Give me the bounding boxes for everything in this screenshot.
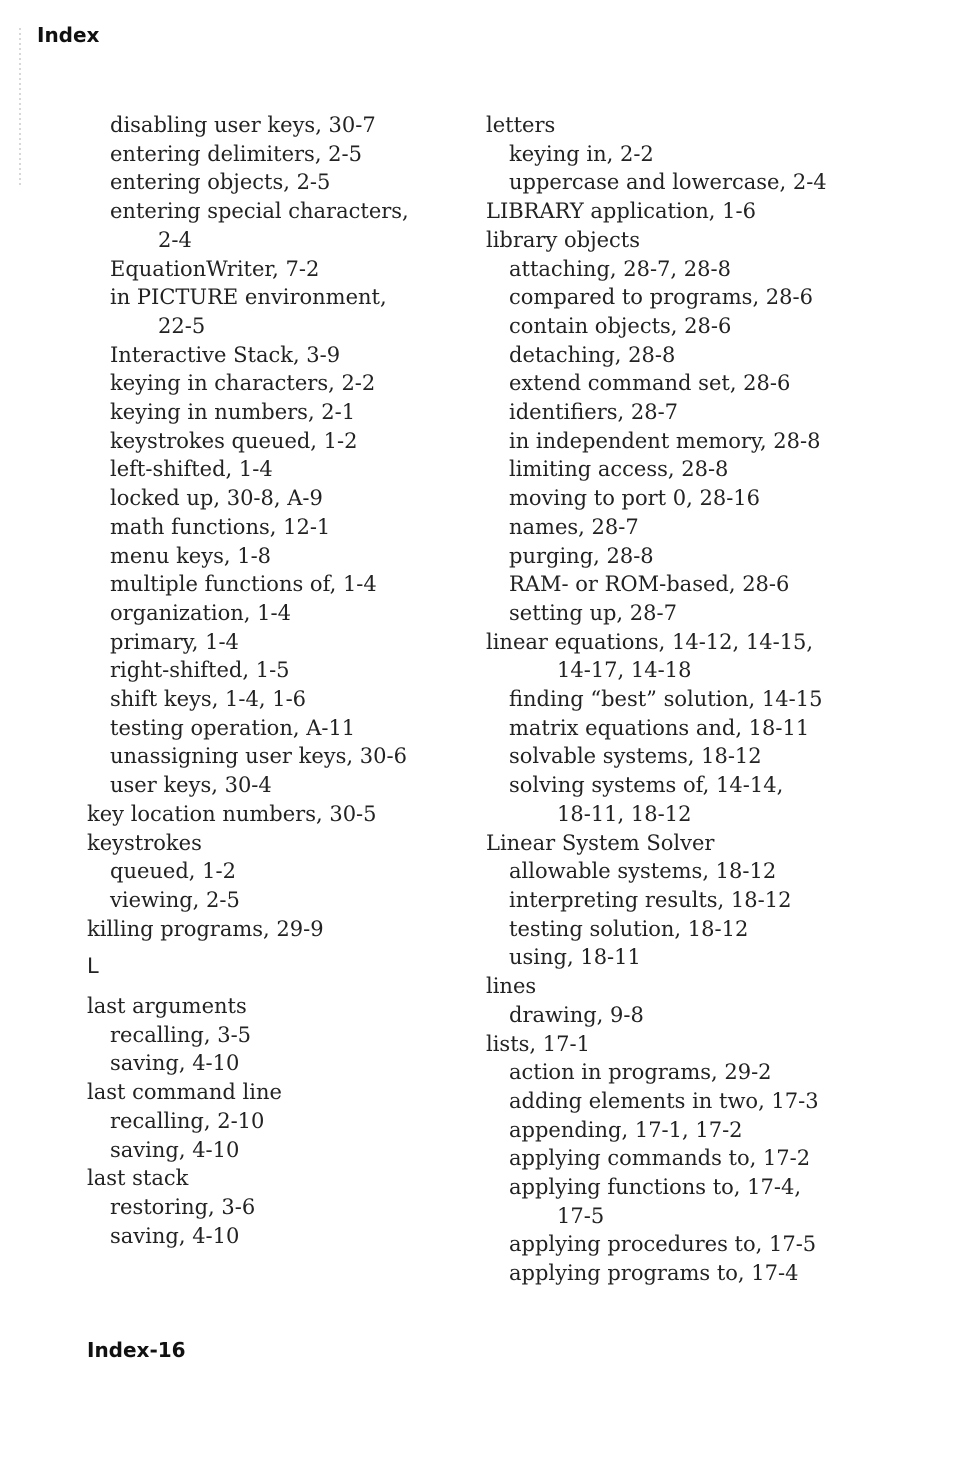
index-entry: last stack: [87, 1166, 189, 1191]
index-subentry: identifiers, 28-7: [509, 400, 679, 425]
index-entry: linear equations, 14-12, 14-15,: [486, 629, 814, 654]
index-subentry: RAM- or ROM-based, 28-6: [509, 572, 790, 597]
index-entry: keystrokes: [87, 830, 202, 855]
index-subentry: multiple functions of, 1-4: [110, 572, 377, 597]
index-subentry: action in programs, 29-2: [509, 1060, 772, 1085]
index-entry: lists, 17-1: [486, 1031, 590, 1056]
index-subentry: adding elements in two, 17-3: [509, 1088, 819, 1113]
index-subentry: extend command set, 28-6: [509, 371, 791, 396]
index-subentry: testing solution, 18-12: [509, 916, 749, 941]
index-column-right: [486, 111, 926, 1288]
index-subentry: unassigning user keys, 30-6: [110, 744, 407, 769]
index-subentry: keying in, 2-2: [509, 141, 654, 166]
index-subentry: right-shifted, 1-5: [110, 658, 290, 683]
index-subentry: keystrokes queued, 1-2: [110, 428, 358, 453]
index-subentry: using, 18-11: [509, 945, 641, 970]
index-subentry: 17-5: [557, 1203, 605, 1228]
index-subentry: solvable systems, 18-12: [509, 744, 762, 769]
index-subentry: finding “best” solution, 14-15: [509, 687, 823, 712]
index-subentry: appending, 17-1, 17-2: [509, 1117, 743, 1142]
index-subentry: applying functions to, 17-4,: [509, 1175, 801, 1200]
index-subentry: detaching, 28-8: [509, 342, 676, 367]
index-subentry: Interactive Stack, 3-9: [110, 342, 341, 367]
index-subentry: compared to programs, 28-6: [509, 285, 813, 310]
index-subentry: locked up, 30-8, A-9: [110, 486, 323, 511]
index-subentry: 18-11, 18-12: [557, 801, 692, 826]
index-subentry: math functions, 12-1: [110, 514, 331, 539]
index-entry: last command line: [87, 1080, 282, 1105]
index-entry: LIBRARY application, 1-6: [486, 199, 756, 224]
index-subentry: applying commands to, 17-2: [509, 1146, 811, 1171]
index-subentry: purging, 28-8: [509, 543, 654, 568]
scan-margin-mark: [19, 28, 21, 188]
index-subentry: left-shifted, 1-4: [110, 457, 273, 482]
index-subentry: applying procedures to, 17-5: [509, 1232, 817, 1257]
index-subentry: saving, 4-10: [110, 1051, 240, 1076]
index-entry: library objects: [486, 227, 641, 252]
page-footer: Index-16: [87, 1338, 186, 1362]
index-subentry: shift keys, 1-4, 1-6: [110, 687, 307, 712]
index-entry: lines: [486, 974, 537, 999]
index-entries-k: [87, 111, 487, 943]
index-subentry: allowable systems, 18-12: [509, 859, 777, 884]
index-subentry: uppercase and lowercase, 2-4: [509, 170, 827, 195]
index-entries-l: [87, 992, 487, 1250]
index-subentry: interpreting results, 18-12: [509, 887, 792, 912]
index-subentry: 22-5: [158, 313, 206, 338]
index-column-left: [87, 111, 487, 1250]
index-subentry: attaching, 28-7, 28-8: [509, 256, 731, 281]
index-subentry: entering objects, 2-5: [110, 170, 331, 195]
index-subentry: recalling, 2-10: [110, 1108, 265, 1133]
index-subentry: moving to port 0, 28-16: [509, 486, 761, 511]
index-subentry: 2-4: [158, 227, 192, 252]
index-subentry: menu keys, 1-8: [110, 543, 272, 568]
index-subentry: entering delimiters, 2-5: [110, 141, 362, 166]
index-subentry: restoring, 3-6: [110, 1195, 256, 1219]
index-subentry: 14-17, 14-18: [557, 658, 692, 683]
index-subentry: recalling, 3-5: [110, 1022, 252, 1047]
index-subentry: applying programs to, 17-4: [509, 1261, 799, 1286]
index-subentry: keying in characters, 2-2: [110, 371, 376, 396]
index-subentry: viewing, 2-5: [110, 887, 240, 912]
index-entries-l-continued: [486, 111, 926, 1288]
index-entry: Linear System Solver: [486, 830, 715, 855]
index-subentry: EquationWriter, 7-2: [110, 256, 320, 281]
index-subentry: keying in numbers, 2-1: [110, 400, 356, 425]
index-subentry: names, 28-7: [509, 514, 639, 539]
index-subentry: entering special characters,: [110, 199, 409, 224]
index-subentry: setting up, 28-7: [509, 600, 677, 625]
index-entry: key location numbers, 30-5: [87, 801, 377, 826]
index-subentry: disabling user keys, 30-7: [110, 113, 376, 137]
index-subentry: matrix equations and, 18-11: [509, 715, 810, 740]
index-subentry: testing operation, A-11: [110, 715, 356, 740]
index-subentry: in independent memory, 28-8: [509, 428, 821, 453]
index-subentry: in PICTURE environment,: [110, 285, 387, 310]
index-entry: last arguments: [87, 994, 247, 1019]
index-subentry: queued, 1-2: [110, 859, 236, 884]
index-subentry: contain objects, 28-6: [509, 313, 732, 338]
page-header: Index: [37, 23, 100, 47]
index-subentry: primary, 1-4: [110, 629, 239, 654]
index-entry: killing programs, 29-9: [87, 916, 324, 941]
section-letter: L: [87, 954, 100, 979]
index-subentry: saving, 4-10: [110, 1137, 240, 1162]
index-subentry: drawing, 9-8: [509, 1002, 644, 1027]
index-subentry: solving systems of, 14-14,: [509, 773, 784, 798]
index-subentry: organization, 1-4: [110, 600, 291, 625]
index-subentry: saving, 4-10: [110, 1223, 240, 1248]
index-entry: letters: [486, 113, 556, 137]
index-subentry: limiting access, 28-8: [509, 457, 729, 482]
index-subentry: user keys, 30-4: [110, 773, 272, 798]
